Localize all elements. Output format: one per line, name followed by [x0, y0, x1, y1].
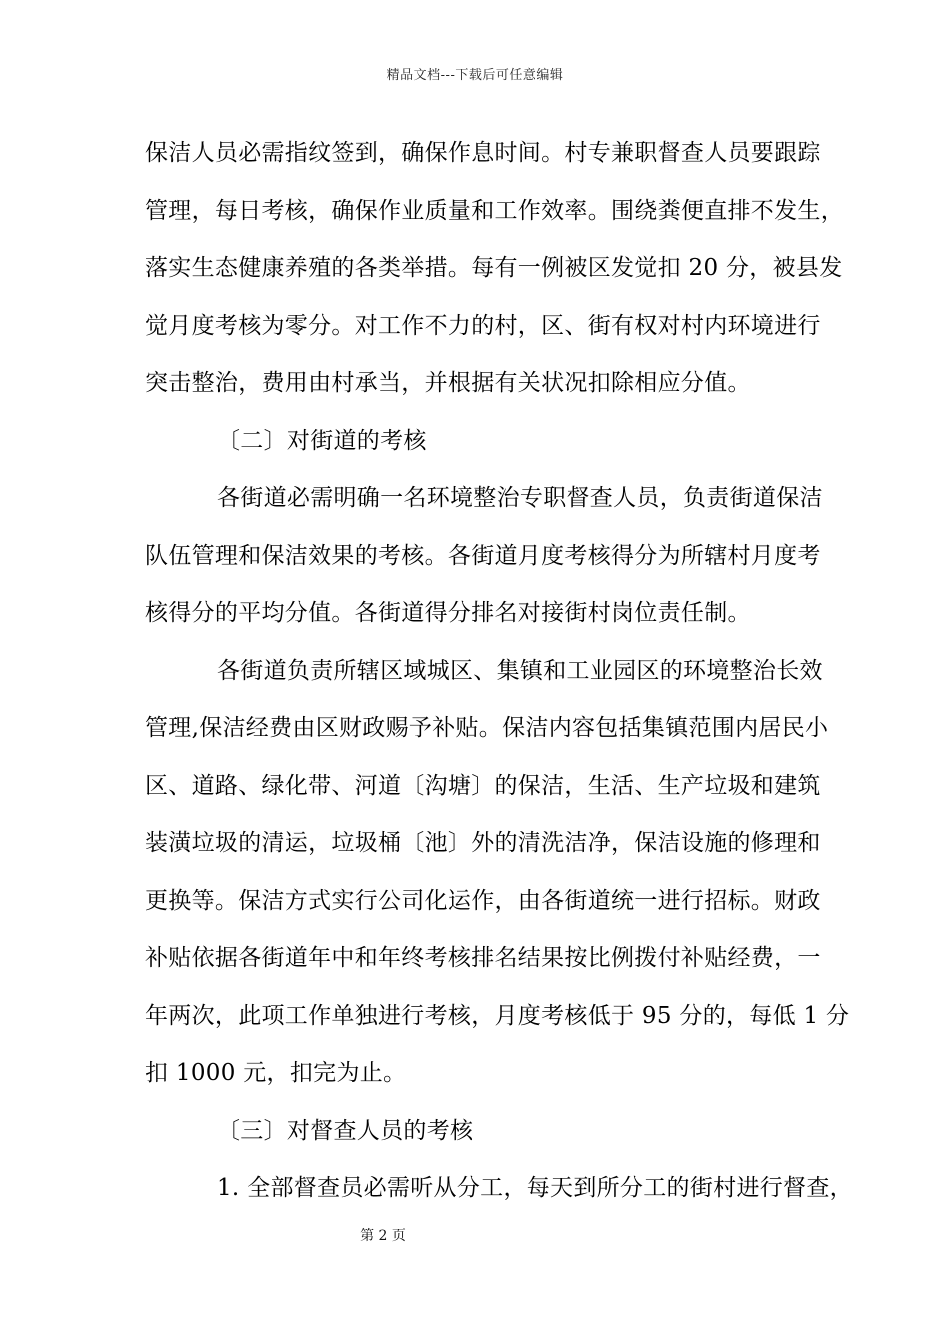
- body-line-15: 补贴依据各街道年中和年终考核排名结果按比例拨付补贴经费，一: [145, 945, 821, 971]
- section-heading-3: 〔三〕对督查人员的考核: [217, 1117, 474, 1144]
- body-line-13: 装潢垃圾的清运，垃圾桶〔池〕外的清洗洁净，保洁设施的修理和: [145, 830, 821, 856]
- section-heading-2: 〔二〕对街道的考核: [217, 427, 427, 454]
- body-line-2: 管理，每日考核，确保作业质量和工作效率。围绕粪便直排不发生，: [145, 197, 844, 224]
- body-line-12: 区、道路、绿化带、河道〔沟塘〕的保洁，生活、生产垃圾和建筑: [145, 772, 821, 799]
- body-line-19: 1. 全部督查员必需听从分工，每天到所分工的街村进行督查，: [217, 1175, 853, 1201]
- body-line-17: 扣 1000 元，扣完为止。: [145, 1060, 407, 1086]
- body-line-5: 突击整治，费用由村承当，并根据有关状况扣除相应分值。: [145, 370, 751, 396]
- body-line-9: 核得分的平均分值。各街道得分排名对接街村岗位责任制。: [145, 600, 751, 626]
- body-line-11: 管理,保洁经费由区财政赐予补贴。保洁内容包括集镇范围内居民小: [145, 715, 829, 741]
- body-line-10: 各街道负责所辖区域城区、集镇和工业园区的环境整治长效: [217, 657, 823, 684]
- body-line-4: 觉月度考核为零分。对工作不力的村，区、街有权对村内环境进行: [145, 312, 821, 339]
- body-line-3: 落实生态健康养殖的各类举措。每有一例被区发觉扣 20 分，被县发: [145, 255, 843, 281]
- page-number: 第 2 页: [360, 1228, 406, 1244]
- body-line-14: 更换等。保洁方式实行公司化运作，由各街道统一进行招标。财政: [145, 887, 821, 914]
- body-line-1: 保洁人员必需指纹签到，确保作息时间。村专兼职督查人员要跟踪: [145, 140, 821, 166]
- body-line-8: 队伍管理和保洁效果的考核。各街道月度考核得分为所辖村月度考: [145, 542, 821, 569]
- page-header: 精品文档---下载后可任意编辑: [386, 68, 564, 83]
- body-line-7: 各街道必需明确一名环境整治专职督查人员，负责街道保洁: [217, 485, 823, 511]
- document-body: [145, 133, 853, 1226]
- body-line-16: 年两次，此项工作单独进行考核，月度考核低于 95 分的，每低 1 分: [145, 1002, 850, 1029]
